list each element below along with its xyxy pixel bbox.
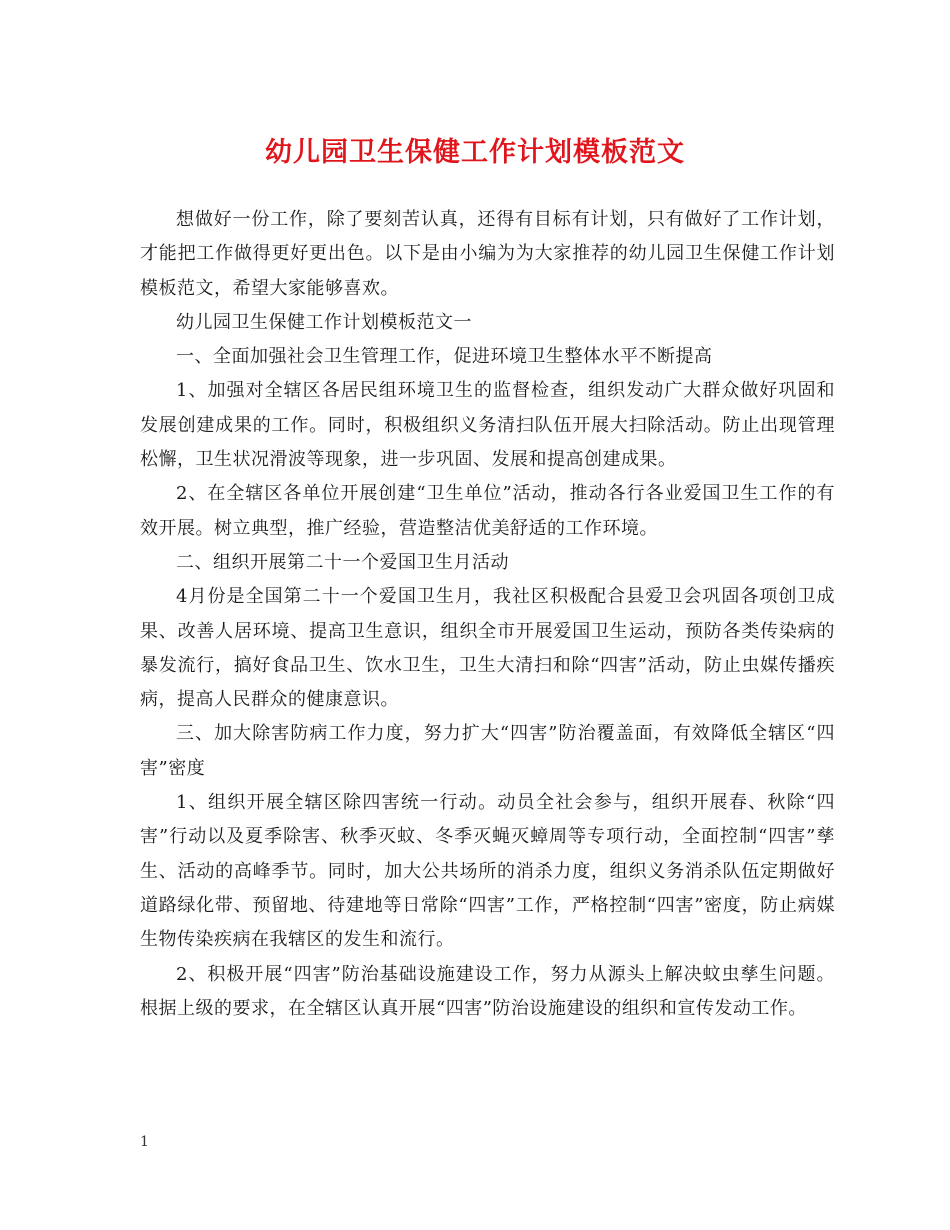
- paragraph-1-1: 1、加强对全辖区各居民组环境卫生的监督检查，组织发动广大群众做好巩固和发展创建成果的工作。同时，积极组织义务清扫队伍开展大扫除活动。防止出现管理松懈，卫生状况滑波等现象，进一步巩固、发展和提高创建成果。: [140, 380, 835, 471]
- document-body: [140, 203, 835, 1026]
- document-title: 幼儿园卫生保健工作计划模板范文: [265, 137, 685, 168]
- paragraph-2: 4月份是全国第二十一个爱国卫生月，我社区积极配合县爱卫会巩固各项创卫成果、改善人居环境、提高卫生意识，组织全市开展爱国卫生运动，预防各类传染病的暴发流行，搞好食品卫生、饮水卫生，卫生大清扫和除“四害”活动，防止虫媒传播疾病，提高人民群众的健康意识。: [140, 586, 835, 711]
- section-heading-1: 一、全面加强社会卫生管理工作，促进环境卫生整体水平不断提高: [176, 346, 713, 368]
- page-number: 1: [140, 1134, 149, 1150]
- section-heading-3: 三、加大除害防病工作力度，努力扩大“四害”防治覆盖面，有效降低全辖区“四害”密度: [140, 723, 835, 779]
- paragraph-3-2: 2、积极开展“四害”防治基础设施建设工作，努力从源头上解决蚊虫孳生问题。根据上级的要求，在全辖区认真开展“四害”防治设施建设的组织和宣传发动工作。: [140, 963, 835, 1019]
- section-heading-2: 二、组织开展第二十一个爱国卫生月活动: [176, 551, 509, 573]
- paragraph-3-1: 1、组织开展全辖区除四害统一行动。动员全社会参与，组织开展春、秋除“四害”行动以及夏季除害、秋季灭蚊、冬季灭蝇灭蟑周等专项行动，全面控制“四害”孳生、活动的高峰季节。同时，加大公共场所的消杀力度，组织义务消杀队伍定期做好道路绿化带、预留地、待建地等日常除“四害”工作，严格控制“四害”密度，防止病媒生物传染疾病在我辖区的发生和流行。: [140, 792, 835, 951]
- paragraph-1-2: 2、在全辖区各单位开展创建“卫生单位”活动，推动各行各业爱国卫生工作的有效开展。树立典型，推广经验，营造整洁优美舒适的工作环境。: [140, 483, 835, 539]
- intro-paragraph: 想做好一份工作，除了要刻苦认真，还得有目标有计划，只有做好了工作计划，才能把工作做得更好更出色。以下是由小编为为大家推荐的幼儿园卫生保健工作计划模板范文，希望大家能够喜欢。: [140, 209, 835, 299]
- section-heading-template-one: 幼儿园卫生保健工作计划模板范文一: [176, 311, 472, 333]
